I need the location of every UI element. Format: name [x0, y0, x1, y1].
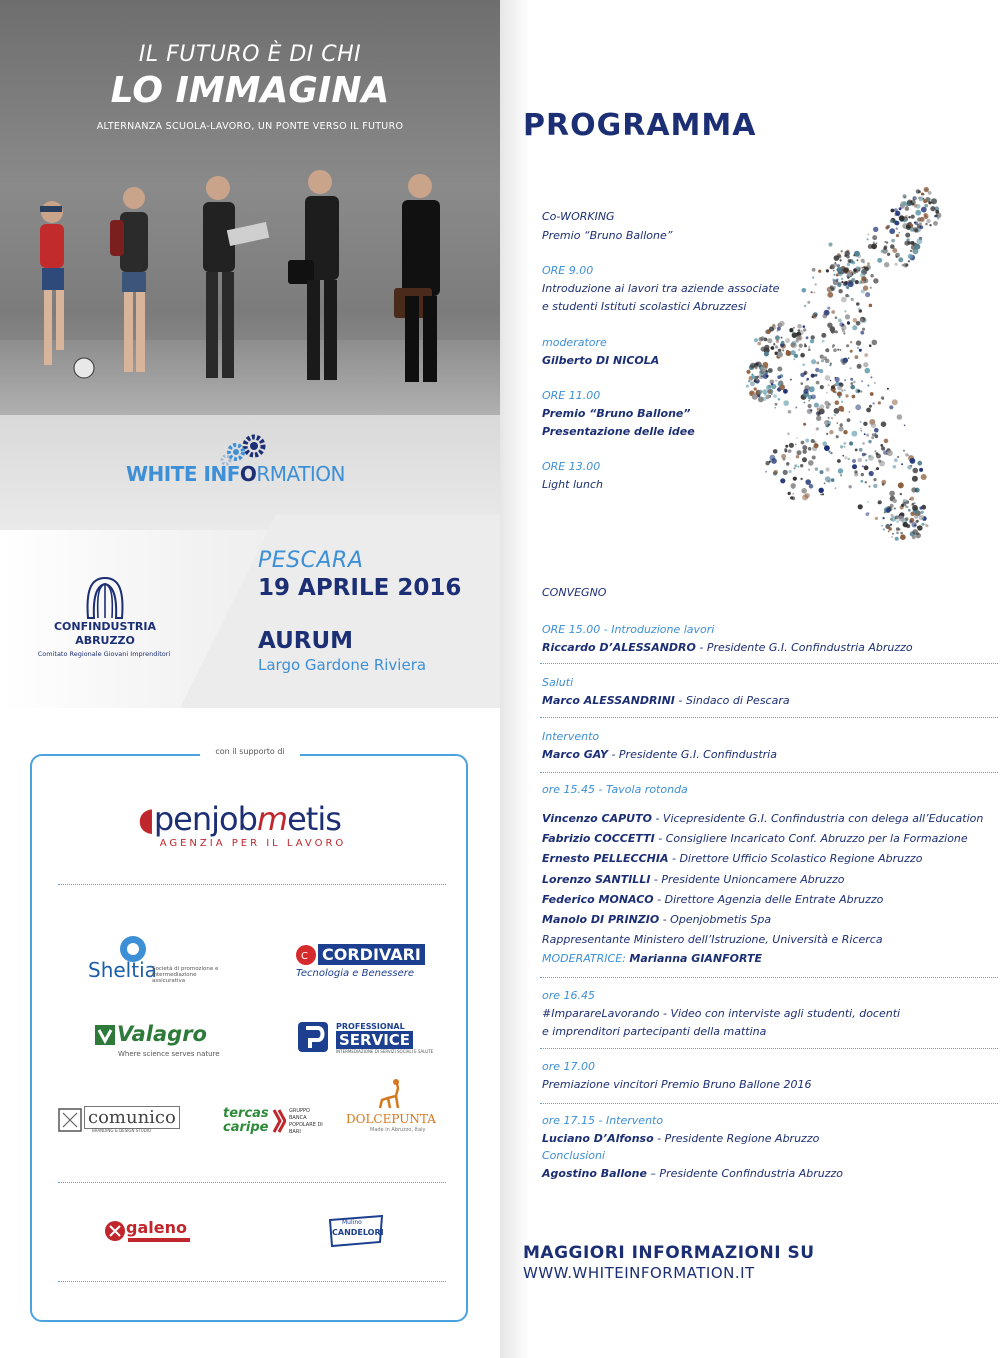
cordivari-logo-icon — [295, 944, 317, 966]
confindustria-logo-icon — [80, 574, 130, 622]
panel-member — [542, 913, 771, 926]
session-7-speaker2 — [542, 1167, 843, 1180]
panel-member-role: - Vicepresidente G.I. Confindustria con delega all’Education — [651, 812, 984, 825]
session-1-time: ORE 15.00 - Introduzione lavori — [542, 623, 715, 636]
session-2-role: - Sindaco di Pescara — [674, 694, 790, 707]
panel-member-name: Federico MONACO — [542, 893, 654, 906]
event-date: 19 APRILE 2016 — [258, 575, 462, 601]
moderatrice-label: MODERATRICE: — [542, 952, 630, 965]
tercas-line1: tercas — [223, 1106, 269, 1121]
sponsor-divider — [58, 1182, 446, 1183]
professional-service-line1: PROFESSIONAL — [336, 1022, 405, 1031]
candelori-line2: CANDELORI — [332, 1228, 384, 1237]
ministry-representative: Rappresentante Ministero dell’Istruzione, Università e Ricerca — [542, 933, 883, 946]
program-divider — [540, 717, 998, 718]
program-divider — [540, 663, 998, 664]
morning-item: e studenti Istituti scolastici Abruzzesi — [542, 300, 747, 313]
panel-member-role: - Direttore Ufficio Scolastico Regione Abruzzo — [668, 852, 923, 865]
sponsor-divider — [58, 1281, 446, 1282]
session-7-name: Luciano D’Alfonso — [542, 1132, 654, 1145]
brand-part2: O — [239, 462, 257, 486]
event-address: Largo Gardone Riviera — [258, 656, 427, 674]
website-link[interactable]: WWW.WHITEINFORMATION.IT — [523, 1264, 755, 1282]
morning-item: Introduzione ai lavori tra aziende associate — [542, 282, 780, 295]
sheltia-logo: Sheltia — [88, 958, 157, 982]
morning-item: Co-WORKING — [542, 210, 615, 223]
dolcepunta-logo: DOLCEPUNTA — [346, 1112, 436, 1126]
professional-service-tagline: INTERMEDIAZIONE DI SERVIZI SOCIALI E SALUTE — [336, 1049, 434, 1054]
session-5-line1: #ImparareLavorando - Video con interviste agli studenti, docenti — [542, 1007, 901, 1020]
professional-service-logo-icon — [296, 1020, 330, 1054]
panel-member — [542, 812, 983, 825]
session-2-name: Marco ALESSANDRINI — [542, 694, 675, 707]
session-3-role: - Presidente G.I. Confindustria — [607, 748, 777, 761]
valagro-logo-icon — [94, 1024, 116, 1046]
panel-member-name: Ernesto PELLECCHIA — [542, 852, 669, 865]
hero-title-line1: IL FUTURO È DI CHI — [138, 42, 362, 67]
morning-item: Presentazione delle idee — [542, 425, 695, 438]
moderatrice-name: Marianna GIANFORTE — [629, 952, 762, 965]
session-7-name2: Agostino Ballone — [542, 1167, 647, 1180]
morning-item: Premio “Bruno Ballone” — [542, 407, 691, 420]
panel-member-name: Fabrizio COCCETTI — [542, 832, 655, 845]
panel-member — [542, 832, 968, 845]
openjobmetis-o-icon: ◖ — [138, 800, 154, 838]
cordivari-logo: CORDIVARI — [318, 944, 425, 965]
openjobmetis-logo — [138, 800, 341, 838]
hero-image — [0, 0, 500, 415]
white-information-logo — [126, 462, 345, 486]
session-2-label: Saluti — [542, 676, 574, 689]
session-7-role: - Presidente Regione Abruzzo — [653, 1132, 820, 1145]
session-2-speaker — [542, 694, 790, 707]
more-info-heading: MAGGIORI INFORMAZIONI SU — [523, 1243, 815, 1263]
session-7-label: Conclusioni — [542, 1149, 606, 1162]
session-3-label: Intervento — [542, 730, 600, 743]
morning-item: ORE 11.00 — [542, 389, 601, 402]
sponsor-divider — [58, 884, 446, 885]
dolcepunta-tagline: Made in Abruzzo, Italy — [370, 1127, 426, 1133]
valagro-tagline: Where science serves nature — [118, 1050, 220, 1058]
session-3-name: Marco GAY — [542, 748, 608, 761]
event-venue: AURUM — [258, 628, 354, 654]
program-divider — [540, 1048, 998, 1049]
session-3-speaker — [542, 748, 777, 761]
confindustria-name: CONFINDUSTRIA — [53, 620, 156, 633]
morning-item: moderatore — [542, 336, 607, 349]
panel-member-role: - Openjobmetis Spa — [659, 913, 772, 926]
sheltia-tagline: Società di promozione e intermediazione assicurativa — [152, 966, 219, 984]
morning-item: Gilberto DI NICOLA — [542, 354, 660, 367]
panel-member-name: Lorenzo SANTILLI — [542, 873, 651, 886]
brand-part1: WHITE INF — [126, 462, 240, 486]
brand-part3: RMATION — [256, 462, 345, 486]
hero-title-line2: LO IMMAGINA — [110, 70, 390, 111]
svg-text:C: C — [301, 951, 308, 962]
moderatrice — [542, 952, 762, 965]
panel-member — [542, 873, 845, 886]
session-7-role2: – Presidente Confindustria Abruzzo — [646, 1167, 843, 1180]
panel-member — [542, 852, 922, 865]
confindustria-region: ABRUZZO — [75, 634, 135, 647]
openjobmetis-name-c: etis — [287, 800, 341, 838]
panel-member — [542, 893, 883, 906]
morning-item: ORE 13.00 — [542, 460, 601, 473]
hero-subtitle: ALTERNANZA SCUOLA-LAVORO, UN PONTE VERSO IL FUTURO — [96, 121, 404, 132]
morning-item: ORE 9.00 — [542, 264, 594, 277]
panel-member-role: - Direttore Agenzia delle Entrate Abruzzo — [653, 893, 884, 906]
session-5-time: ore 16.45 — [542, 989, 596, 1002]
comunico-logo: comunico — [84, 1106, 180, 1129]
banca-popolare-icon — [272, 1108, 286, 1134]
galeno-logo: galeno — [126, 1218, 187, 1237]
jumping-figure-illustration — [745, 180, 995, 550]
tercas-line2: caripe — [223, 1120, 269, 1135]
session-7-speaker — [542, 1132, 819, 1145]
programma-title: PROGRAMMA — [523, 108, 757, 143]
openjobmetis-tagline: AGENZIA PER IL LAVORO — [159, 838, 347, 849]
session-4-time: ore 15.45 - Tavola rotonda — [542, 783, 688, 796]
galeno-underline — [128, 1238, 190, 1242]
morning-item: Light lunch — [542, 478, 603, 491]
session-1-role: - Presidente G.I. Confindustria Abruzzo — [695, 641, 913, 654]
panel-member-role: - Consigliere Incaricato Conf. Abruzzo per la Formazione — [654, 832, 968, 845]
program-divider — [540, 977, 998, 978]
confindustria-subtitle: Comitato Regionale Giovani Imprenditori — [37, 650, 171, 658]
column-shadow — [500, 0, 530, 1358]
program-divider — [540, 772, 998, 773]
session-6-text: Premiazione vincitori Premio Bruno Ballone 2016 — [542, 1078, 812, 1091]
session-7-time: ore 17.15 - Intervento — [542, 1114, 664, 1127]
galeno-logo-icon — [104, 1216, 126, 1246]
dolcepunta-dog-icon — [376, 1078, 406, 1110]
openjobmetis-name-b: m — [256, 800, 288, 838]
program-divider — [540, 1103, 998, 1104]
convegno-label: CONVEGNO — [542, 586, 607, 599]
comunico-tagline: BRANDING & DESIGN STUDIO — [92, 1128, 152, 1133]
panel-member-name: Vincenzo CAPUTO — [542, 812, 652, 825]
session-6-time: ore 17.00 — [542, 1060, 596, 1073]
professional-service-line2: SERVICE — [336, 1031, 413, 1049]
session-1-name: Riccardo D’ALESSANDRO — [542, 641, 696, 654]
comunico-logo-icon — [58, 1108, 82, 1132]
event-city: PESCARA — [258, 548, 364, 573]
panel-member-role: - Presidente Unioncamere Abruzzo — [650, 873, 845, 886]
panel-member-name: Manolo DI PRINZIO — [542, 913, 660, 926]
morning-item: Premio “Bruno Ballone” — [542, 229, 673, 242]
cordivari-tagline: Tecnologia e Benessere — [296, 968, 414, 979]
sponsors-label: con il supporto di — [200, 747, 300, 756]
session-1-speaker — [542, 641, 913, 654]
valagro-logo: Valagro — [117, 1022, 207, 1046]
candelori-line1: Mulino — [342, 1219, 362, 1226]
session-5-line2: e imprenditori partecipanti della mattina — [542, 1025, 767, 1038]
tercas-group: GRUPPO BANCA POPOLARE DI BARI — [289, 1108, 323, 1135]
openjobmetis-name-a: penjob — [153, 800, 257, 838]
